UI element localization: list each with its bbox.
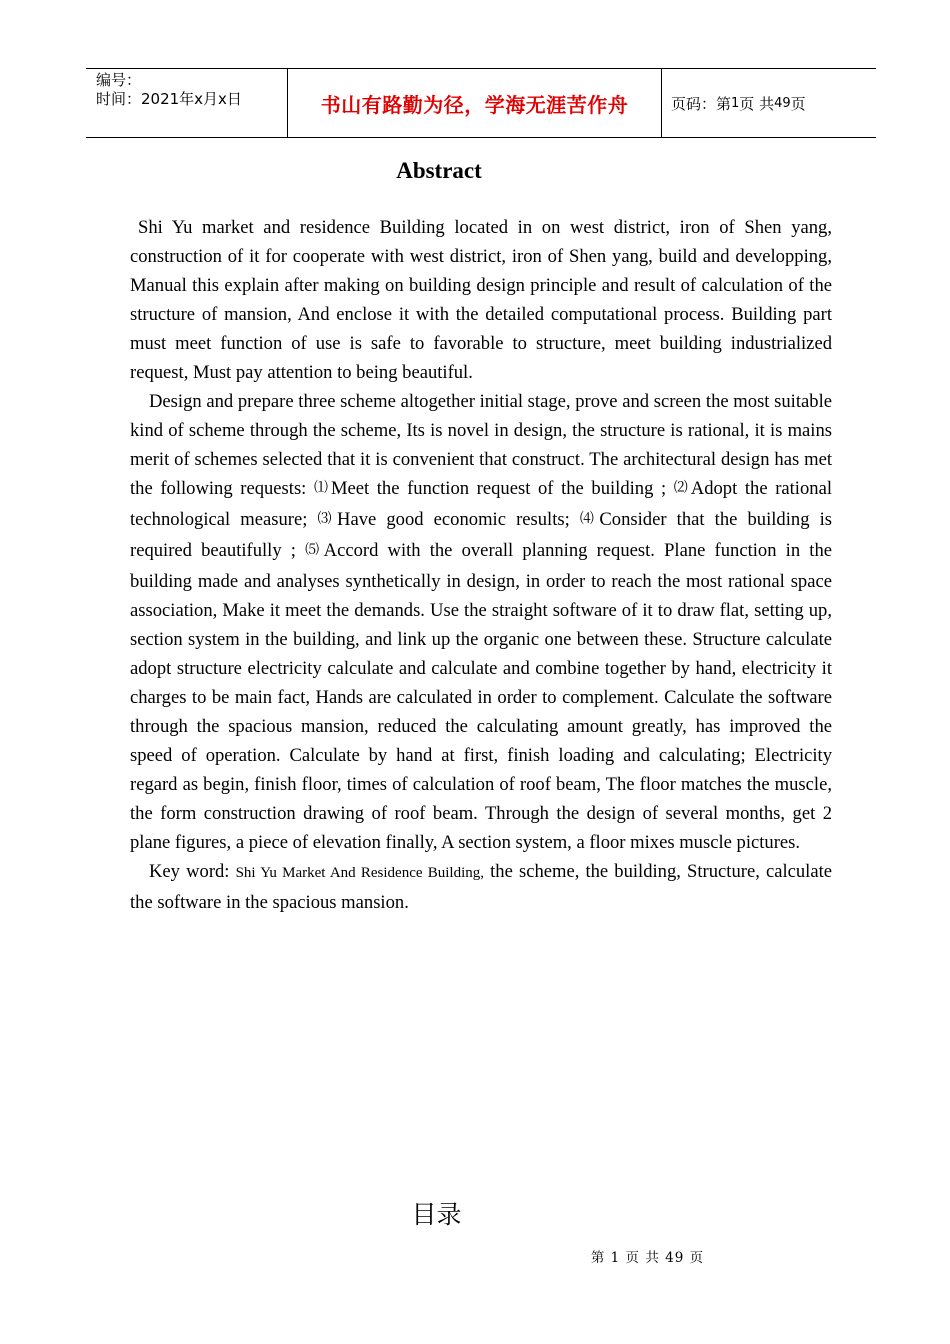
page-label: 页码：第 — [671, 94, 732, 113]
serial-label: 编号： — [96, 71, 142, 89]
abstract-body — [130, 213, 832, 917]
keywords-paragraph — [130, 857, 832, 917]
toc-title: 目录 — [411, 1200, 462, 1229]
enum-3: ⑶ — [317, 512, 338, 527]
p2-text-d: Have good economic results; — [337, 509, 580, 530]
keywords-small: Shi Yu Market And Residence Building, — [235, 865, 485, 881]
enum-4: ⑷ — [579, 512, 600, 527]
keywords-label: Key word: — [149, 861, 236, 882]
paragraph-2 — [130, 387, 832, 857]
paragraph-1: Shi Yu market and residence Building located in on west district, iron of Shen yang, construction of it for cooperate with west district, iron of Shen yang, build and developping, Manual this explain after making on building design principle and result of calculation of the structure of mansion, And enclose it with the detailed computational process. Building part must meet function of use is safe to favorable to structure, meet building industrialized request, Must pay attention to being beautiful. — [130, 217, 832, 383]
enum-5: ⑸ — [305, 543, 324, 558]
page-header — [86, 68, 876, 138]
p2-text-c: Adopt the rational technological measure; — [130, 478, 832, 530]
time-label: 时间：2021年x月x日 — [96, 90, 242, 108]
page-footer: 第 1 页 共 49 页 — [590, 1250, 705, 1266]
keywords-rest: the scheme, the building, Structure, calculate the software in the spacious mansion. — [130, 861, 833, 913]
page-current: 1 — [731, 95, 740, 111]
header-motto: 书山有路勤为径，学海无涯苦作舟 — [287, 69, 662, 137]
header-page-info — [662, 69, 876, 137]
enum-2: ⑵ — [673, 481, 691, 496]
abstract-title: Abstract — [396, 158, 482, 183]
page-mid: 页 共 — [739, 94, 775, 113]
enum-1: ⑴ — [313, 481, 331, 496]
p2-text-f: Accord with the overall planning request. Plane function in the building made and analyses synthetically in design, in order to reach the most rational space association, Make it meet the demands. Use the straight software of it to draw flat, setting up, section system in the building, and link up the organic one between these. Structure calculate adopt structure electricity calculate and calculate and combine together by hand, electricity it charges to be main fact, Hands are calculated in order to complement. Calculate the software through the spacious mansion, reduced the calculating amount greatly, has improved the speed of operation. Calculate by hand at first, finish loading and calculating; Electricity regard as begin, finish floor, times of calculation of roof beam, The floor matches the muscle, the form construction drawing of roof beam. Through the design of several months, get 2 plane figures, a piece of elevation finally, A section system, a floor mixes muscle pictures. — [130, 540, 832, 853]
p2-text-b: Meet the function request of the building ; — [330, 478, 674, 499]
p2-text-a: Design and prepare three scheme altogether initial stage, prove and screen the most suitable kind of scheme through the scheme, Its is novel in design, the structure is rational, it is mains merit of schemes selected that it is convenient that construct. The architectural design has met the following requests: — [130, 391, 832, 499]
p2-text-e: Consider that the building is required beautifully ; — [130, 509, 833, 561]
page-total: 49 — [774, 95, 791, 111]
header-meta — [86, 69, 287, 137]
page-end: 页 — [790, 94, 806, 113]
